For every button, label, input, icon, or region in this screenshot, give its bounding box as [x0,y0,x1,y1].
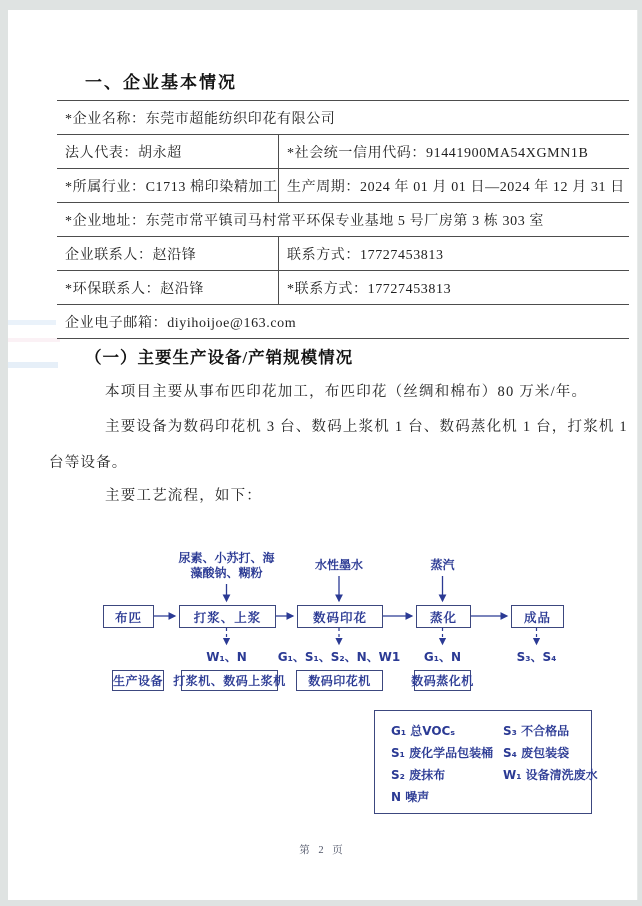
paragraph: 主要设备为数码印花机 3 台、数码上浆机 1 台、数码蒸化机 1 台，打浆机 1 [105,419,628,435]
table-row [57,169,629,203]
legend-item: S₁ 废化学品包装桶 [391,746,494,760]
flow-step-box: 蒸化 [416,605,471,628]
flow-step-box: 数码印花 [297,605,383,628]
legal-representative-cell: 法人代表：胡永超 [57,135,279,168]
table-row [57,101,629,135]
flow-step-box: 成品 [511,605,564,628]
paragraph: 本项目主要从事布匹印花加工，布匹印花（丝绸和棉布）80 万米/年。 [105,384,588,400]
contact-phone-cell: 联系方式：17727453813 [287,247,444,263]
legend-box [374,710,598,814]
equipment-box: 打浆机、数码上浆机 [181,670,278,691]
paragraph: 台等设备。 [49,455,128,471]
credit-code-cell: *社会统一信用代码：91441900MA54XGMN1B [287,145,589,161]
env-contact-person-cell: *环保联系人：赵沿锋 [57,271,279,304]
company-info-table [57,100,629,339]
flow-step-box: 打浆、上浆 [179,605,276,628]
scan-artifact [8,362,58,368]
scan-artifact [8,320,56,325]
table-row [57,203,629,237]
contact-person-cell: 企业联系人：赵沿锋 [57,237,279,270]
flow-output-label: G₁、S₁、S₂、N、W1 [277,650,401,664]
scan-artifact [8,338,60,342]
subsection-heading: （一）主要生产设备/产销规模情况 [85,348,354,367]
process-flow-diagram [8,540,637,720]
legend-item: W₁ 设备清洗废水 [503,768,598,782]
footer-page-number: 第 2 页 [299,845,346,856]
table-row [57,305,629,339]
env-contact-phone-cell: *联系方式：17727453813 [287,281,452,297]
legend-column [391,720,493,808]
flow-input-label: 水性墨水 [314,558,363,572]
flow-input-label: 尿素、小苏打、海藻酸钠、糊粉 [178,551,275,581]
legend-item: S₄ 废包装袋 [503,746,570,760]
equipment-box: 数码印花机 [296,670,383,691]
flow-step-box: 布匹 [103,605,154,628]
flow-output-label: W₁、N [206,650,247,664]
table-row [57,271,629,305]
table-row [57,135,629,169]
legend-column [503,720,598,786]
industry-cell: *所属行业：C1713 棉印染精加工 [57,169,279,202]
production-period-cell: 生产周期：2024 年 01 月 01 日—2024 年 12 月 31 日 [287,179,625,195]
company-email-cell: 企业电子邮箱：diyihoijoe@163.com [65,315,297,331]
legend-item: G₁ 总VOCₛ [391,724,455,738]
flow-input-label: 蒸汽 [430,558,455,572]
flow-output-label: S₃、S₄ [516,650,557,664]
legend-item: N 噪声 [391,790,430,804]
flow-output-label: G₁、N [423,650,462,664]
document-page [8,10,638,900]
paragraph: 主要工艺流程，如下： [105,488,262,504]
equipment-row-label-box: 生产设备 [112,670,164,691]
legend-item: S₃ 不合格品 [503,724,570,738]
company-name-cell: *企业名称：东莞市超能纺织印花有限公司 [65,111,336,127]
table-row [57,237,629,271]
equipment-box: 数码蒸化机 [414,670,471,691]
company-address-cell: *企业地址：东莞市常平镇司马村常平环保专业基地 5 号厂房第 3 栋 303 室 [65,213,544,229]
legend-item: S₂ 废抹布 [391,768,446,782]
section-title: 一、企业基本情况 [85,73,237,92]
